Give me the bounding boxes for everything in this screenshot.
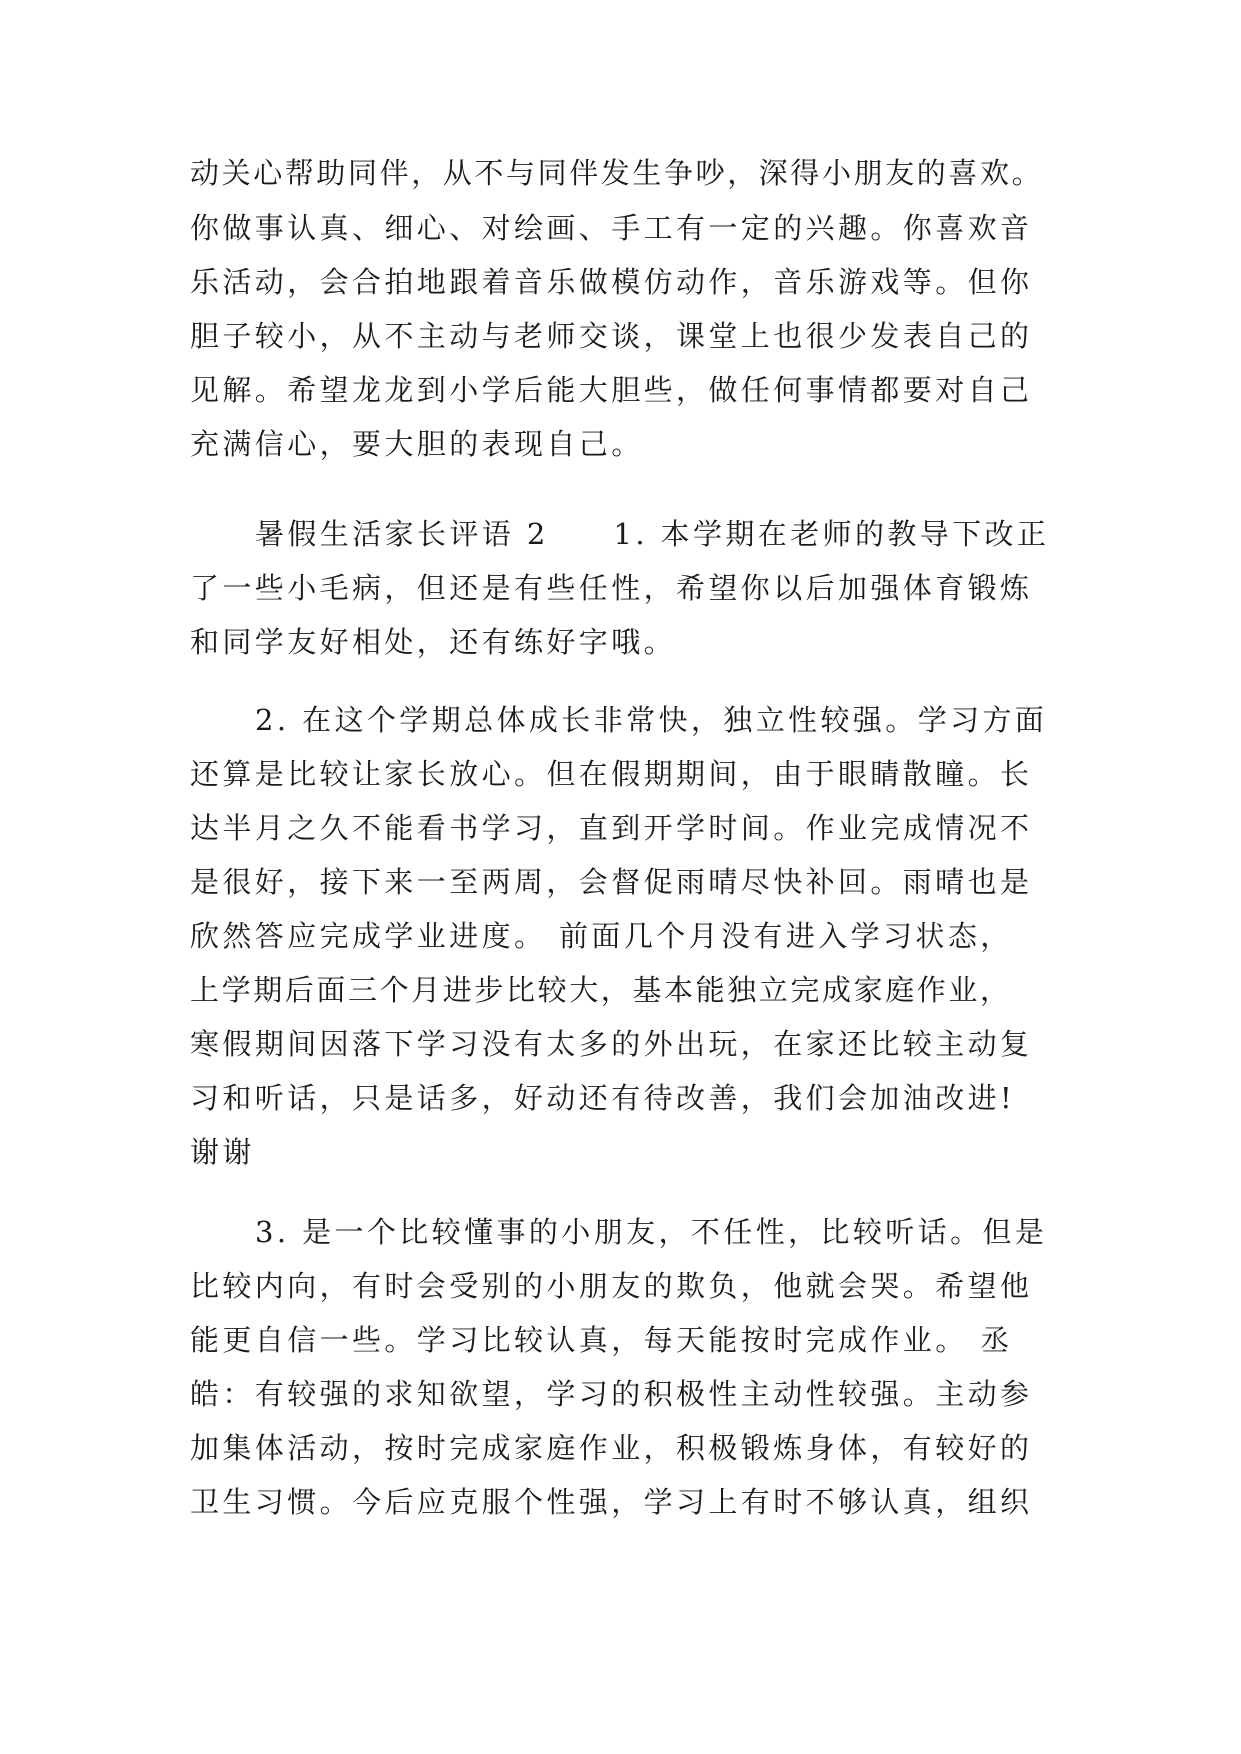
text-line: 2. 在这个学期总体成长非常快，独立性较强。学习方面 [255, 703, 1048, 737]
text-line: 还算是比较让家长放心。但在假期期间，由于眼睛散瞳。长 [190, 757, 1033, 791]
text-line: 动关心帮助同伴，从不与同伴发生争吵，深得小朋友的喜欢。 [190, 156, 1044, 190]
text-line: 欣然答应完成学业进度。 前面几个月没有进入学习状态， [190, 919, 1013, 953]
text-line: 寒假期间因落下学习没有太多的外出玩，在家还比较主动复 [190, 1027, 1033, 1061]
text-line: 充满信心，要大胆的表现自己。 [190, 427, 644, 461]
text-line: 胆子较小，从不主动与老师交谈，课堂上也很少发表自己的 [190, 319, 1033, 353]
text-line: 了一些小毛病，但还是有些任性，希望你以后加强体育锻炼 [190, 571, 1033, 605]
text-line: 能更自信一些。学习比较认真，每天能按时完成作业。 丞 [190, 1323, 1013, 1357]
text-line: 习和听话，只是话多，好动还有待改善，我们会加油改进! [190, 1081, 1016, 1115]
text-line: 加集体活动，按时完成家庭作业，积极锻炼身体，有较好的 [190, 1431, 1033, 1465]
text-line: 你做事认真、细心、对绘画、手工有一定的兴趣。你喜欢音 [190, 211, 1033, 245]
text-line: 见解。希望龙龙到小学后能大胆些，做任何事情都要对自己 [190, 373, 1033, 407]
text-line: 和同学友好相处，还有练好字哦。 [190, 625, 677, 659]
text-line: 卫生习惯。今后应克服个性强，学习上有时不够认真，组织 [190, 1485, 1033, 1519]
section-heading-line: 暑假生活家长评语 2 1. 本学期在老师的教导下改正 [255, 517, 1050, 551]
text-line: 达半月之久不能看书学习，直到开学时间。作业完成情况不 [190, 811, 1033, 845]
text-line: 3. 是一个比较懂事的小朋友，不任性，比较听话。但是 [255, 1215, 1048, 1249]
text-line: 乐活动，会合拍地跟着音乐做模仿动作，音乐游戏等。但你 [190, 265, 1033, 299]
text-line: 比较内向，有时会受别的小朋友的欺负，他就会哭。希望他 [190, 1269, 1033, 1303]
text-line: 谢谢 [190, 1135, 255, 1169]
text-line: 是很好，接下来一至两周，会督促雨晴尽快补回。雨晴也是 [190, 865, 1033, 899]
text-line: 皓：有较强的求知欲望，学习的积极性主动性较强。主动参 [190, 1377, 1033, 1411]
text-line: 上学期后面三个月进步比较大，基本能独立完成家庭作业， [190, 973, 1012, 1007]
